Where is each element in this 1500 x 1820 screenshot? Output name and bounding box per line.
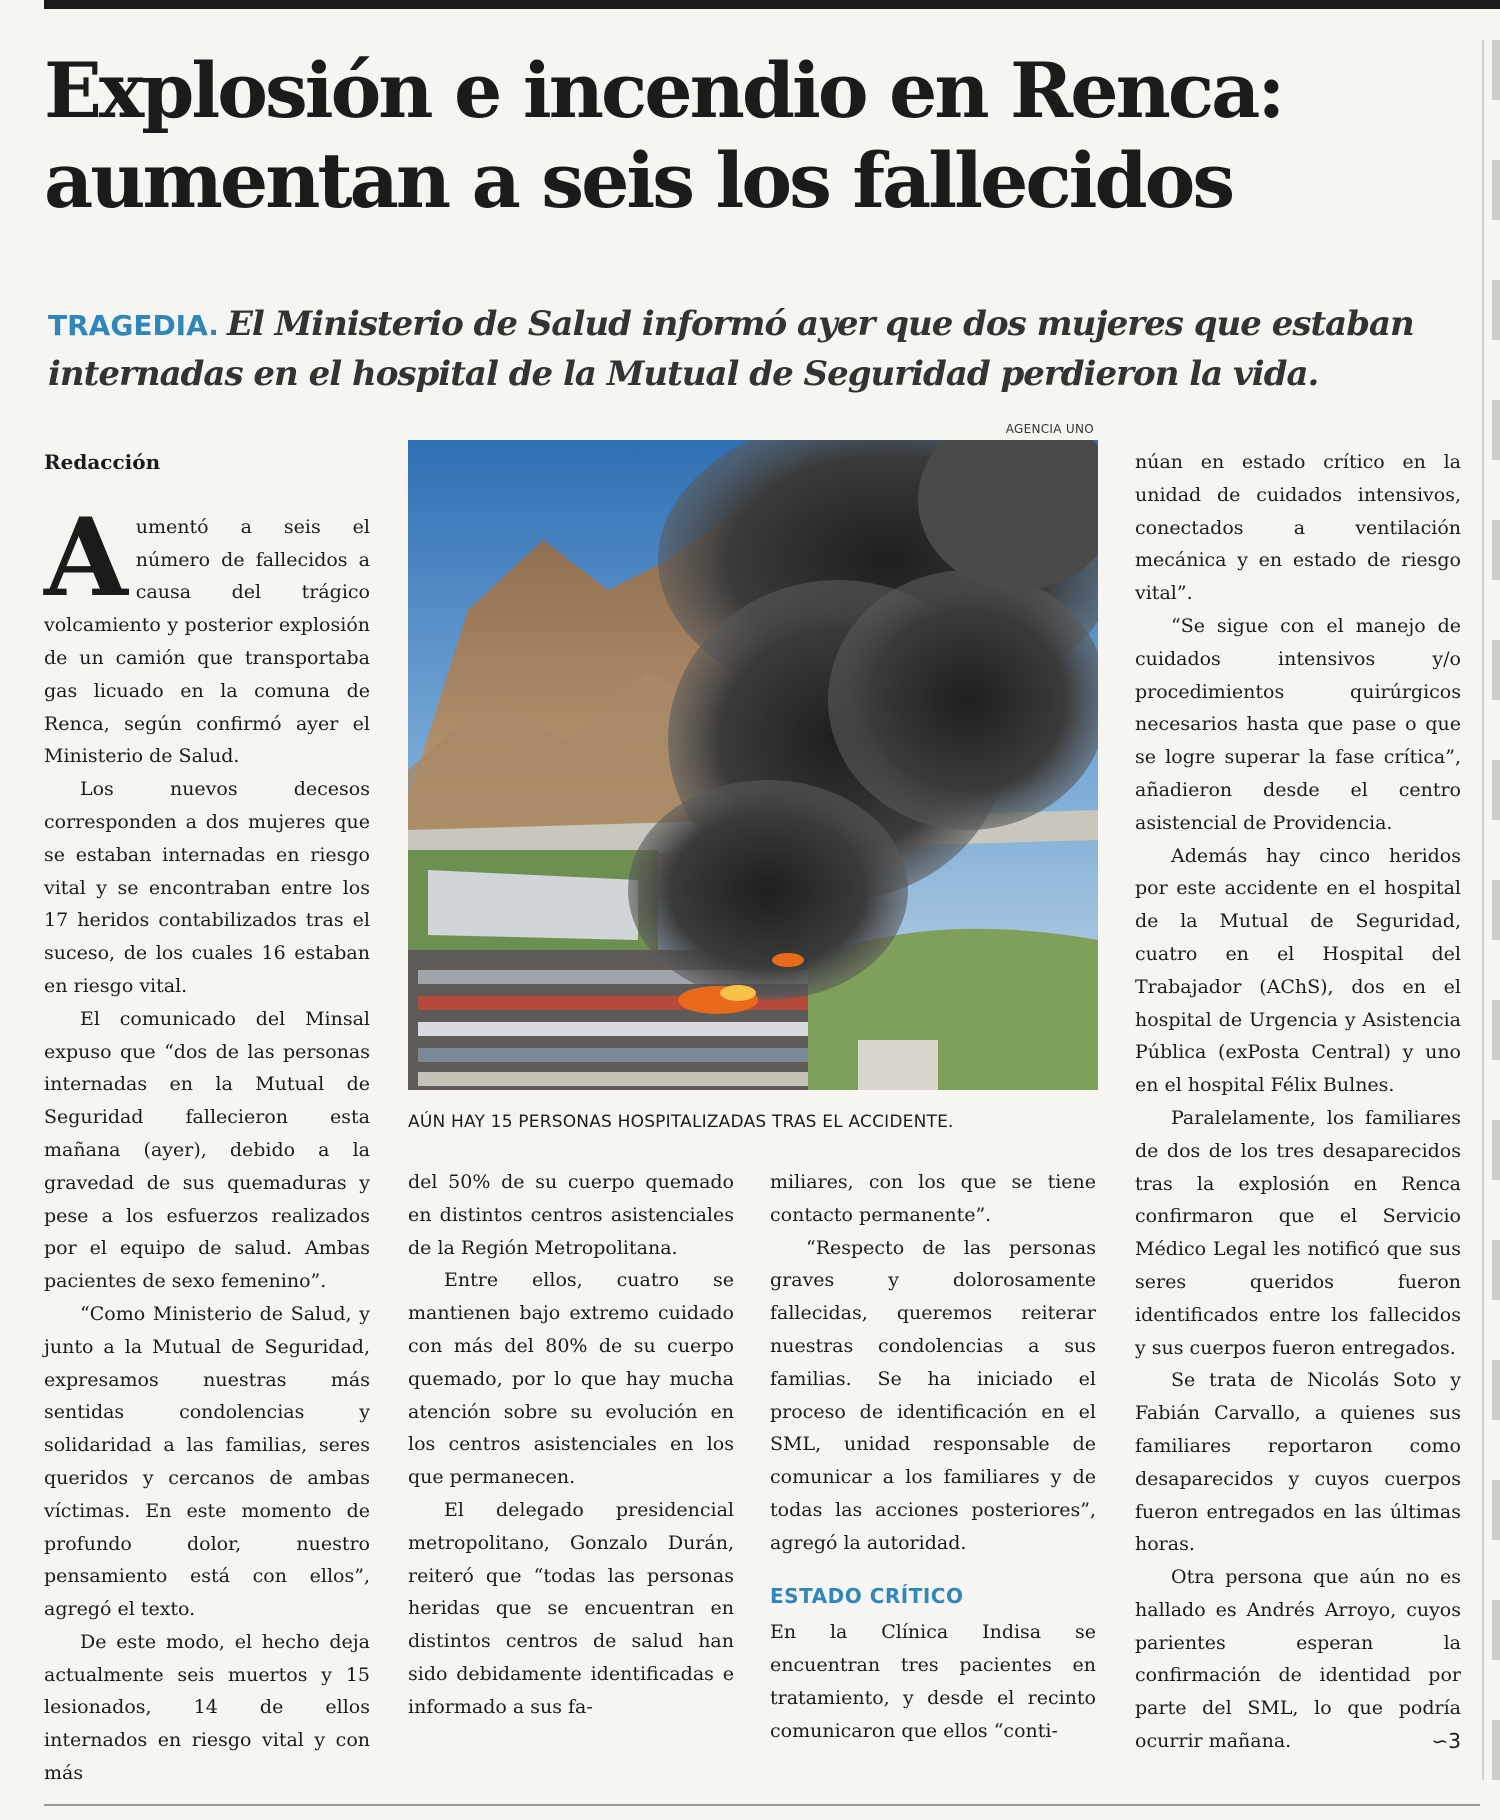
paragraph: El comunicado del Minsal expuso que “dos de las personas internadas en la Mutual de Seguridad fallecieron esta mañana (ayer), debido a la gravedad de sus quemaduras y pese a los esfuerzos realizados por el equipo de salud. Ambas pacientes de sexo femenino”.	[44, 1007, 370, 1293]
paragraph: “Como Ministerio de Salud, y junto a la Mutual de Seguridad, expresamos nuestras más sentidas condolencias y solidaridad a las familias, seres queridos y cercanos de ambas víctimas. En este momento de profundo dolor, nuestro pensamiento está con ellos”, agregó el texto.	[44, 1302, 370, 1621]
warehouse-roof	[428, 870, 638, 940]
article-column-2	[408, 1166, 734, 1724]
paragraph: Se trata de Nicolás Soto y Fabián Carvallo, a quienes sus familiares reportaron como desaparecidos y cuyos cuerpos fueron entregados en las últimas horas.	[1135, 1369, 1461, 1556]
paragraph: Además hay cinco heridos por este accidente en el hospital de la Mutual de Seguridad, cuatro en el Hospital del Trabajador (AChS), dos en el hospital de Urgencia y Asistencia Pública (exPosta Central) y uno en el hospital Félix Bulnes.	[1135, 844, 1461, 1097]
bottom-rule	[44, 1804, 1480, 1806]
deck-text: El Ministerio de Salud informó ayer que dos mujeres que estaban internadas en el hospital de la Mutual de Seguridad perdieron la vida.	[48, 304, 1414, 394]
photo-credit: AGENCIA UNO	[1005, 422, 1094, 436]
subhead: ESTADO CRÍTICO	[770, 1583, 964, 1608]
paragraph-text: Otra persona que aún no es hallado es Andrés Arroyo, cuyos parientes esperan la confirmación de identidad por parte del SML, lo que podría ocurrir mañana.	[1135, 1566, 1461, 1753]
paragraph	[1135, 1561, 1461, 1758]
paragraph: del 50% de su cuerpo quemado en distintos centros asistenciales de la Región Metropolitana.	[408, 1171, 734, 1259]
photo-caption: AÚN HAY 15 PERSONAS HOSPITALIZADAS TRAS EL ACCIDENTE.	[408, 1112, 954, 1132]
paragraph: De este modo, el hecho deja actualmente seis muertos y 15 lesionados, 14 de ellos internados en riesgo vital y con más	[44, 1630, 370, 1785]
headline-line-2: aumentan a seis los fallecidos	[44, 136, 1233, 225]
end-mark-icon: ∽3	[1431, 1729, 1461, 1754]
kicker: TRAGEDIA.	[48, 309, 219, 342]
paragraph: En la Clínica Indisa se encuentran tres pacientes en tratamiento, y desde el recinto comunicaron que ellos “conti-	[770, 1621, 1096, 1742]
article-column-1	[44, 446, 370, 1790]
paragraph: El delegado presidencial metropolitano, Gonzalo Durán, reiteró que “todas las personas heridas que se encuentran en distintos centros de salud han sido debidamente identificadas e informado a sus fa-	[408, 1498, 734, 1718]
paragraph: “Respecto de las personas graves y dolorosamente fallecidas, queremos reiterar nuestras condolencias a sus familias. Se ha iniciado el proceso de identificación en el SML, unidad responsable de comunicar a los familiares y de todas las acciones posteriores”, agregó la autoridad.	[770, 1236, 1096, 1554]
news-photo	[408, 440, 1098, 1090]
paragraph: núan en estado crítico en la unidad de cuidados intensivos, conectados a ventilación mecánica y en estado de riesgo vital”.	[1135, 451, 1461, 605]
paragraph: Paralelamente, los familiares de dos de los tres desaparecidos tras la explosión en Renca confirmaron que el Servicio Médico Legal les notificó que sus seres queridos fueron identificados entre los fallecidos y sus cuerpos fueron entregados.	[1135, 1106, 1461, 1359]
paragraph: miliares, con los que se tiene contacto permanente”.	[770, 1171, 1096, 1226]
drop-cap: A	[44, 494, 128, 621]
paragraph	[44, 494, 370, 773]
paragraph: Los nuevos decesos corresponden a dos mujeres que se estaban internadas en riesgo vital y se encontraban entre los 17 heridos contabilizados tras el suceso, de los cuales 16 estaban en riesgo vital.	[44, 778, 370, 997]
top-rule	[44, 0, 1500, 9]
headline-line-1: Explosión e incendio en Renca:	[44, 46, 1283, 135]
deck	[48, 300, 1468, 398]
building	[858, 1040, 938, 1090]
paragraph: Entre ellos, cuatro se mantienen bajo extremo cuidado con más del 80% de su cuerpo quemado, por lo que hay mucha atención sobre su evolución en los centros asistenciales en los que permanecen.	[408, 1269, 734, 1489]
byline: Redacción	[44, 450, 161, 474]
article-column-4	[1135, 446, 1461, 1758]
column-divider	[1482, 40, 1484, 1780]
article-column-3	[770, 1166, 1096, 1748]
adjacent-page-edge	[1492, 40, 1500, 1780]
paragraph-text: umentó a seis el número de fallecidos a causa del trágico volcamiento y posterior explosión de un camión que transportaba gas licuado en la comuna de Renca, según confirmó ayer el Ministerio de Salud.	[44, 515, 370, 768]
headline	[44, 46, 1464, 226]
paragraph: “Se sigue con el manejo de cuidados intensivos y/o procedimientos quirúrgicos necesarios hasta que pase o que se logre superar la fase crítica”, añadieron desde el centro asistencial de Providencia.	[1135, 614, 1461, 834]
